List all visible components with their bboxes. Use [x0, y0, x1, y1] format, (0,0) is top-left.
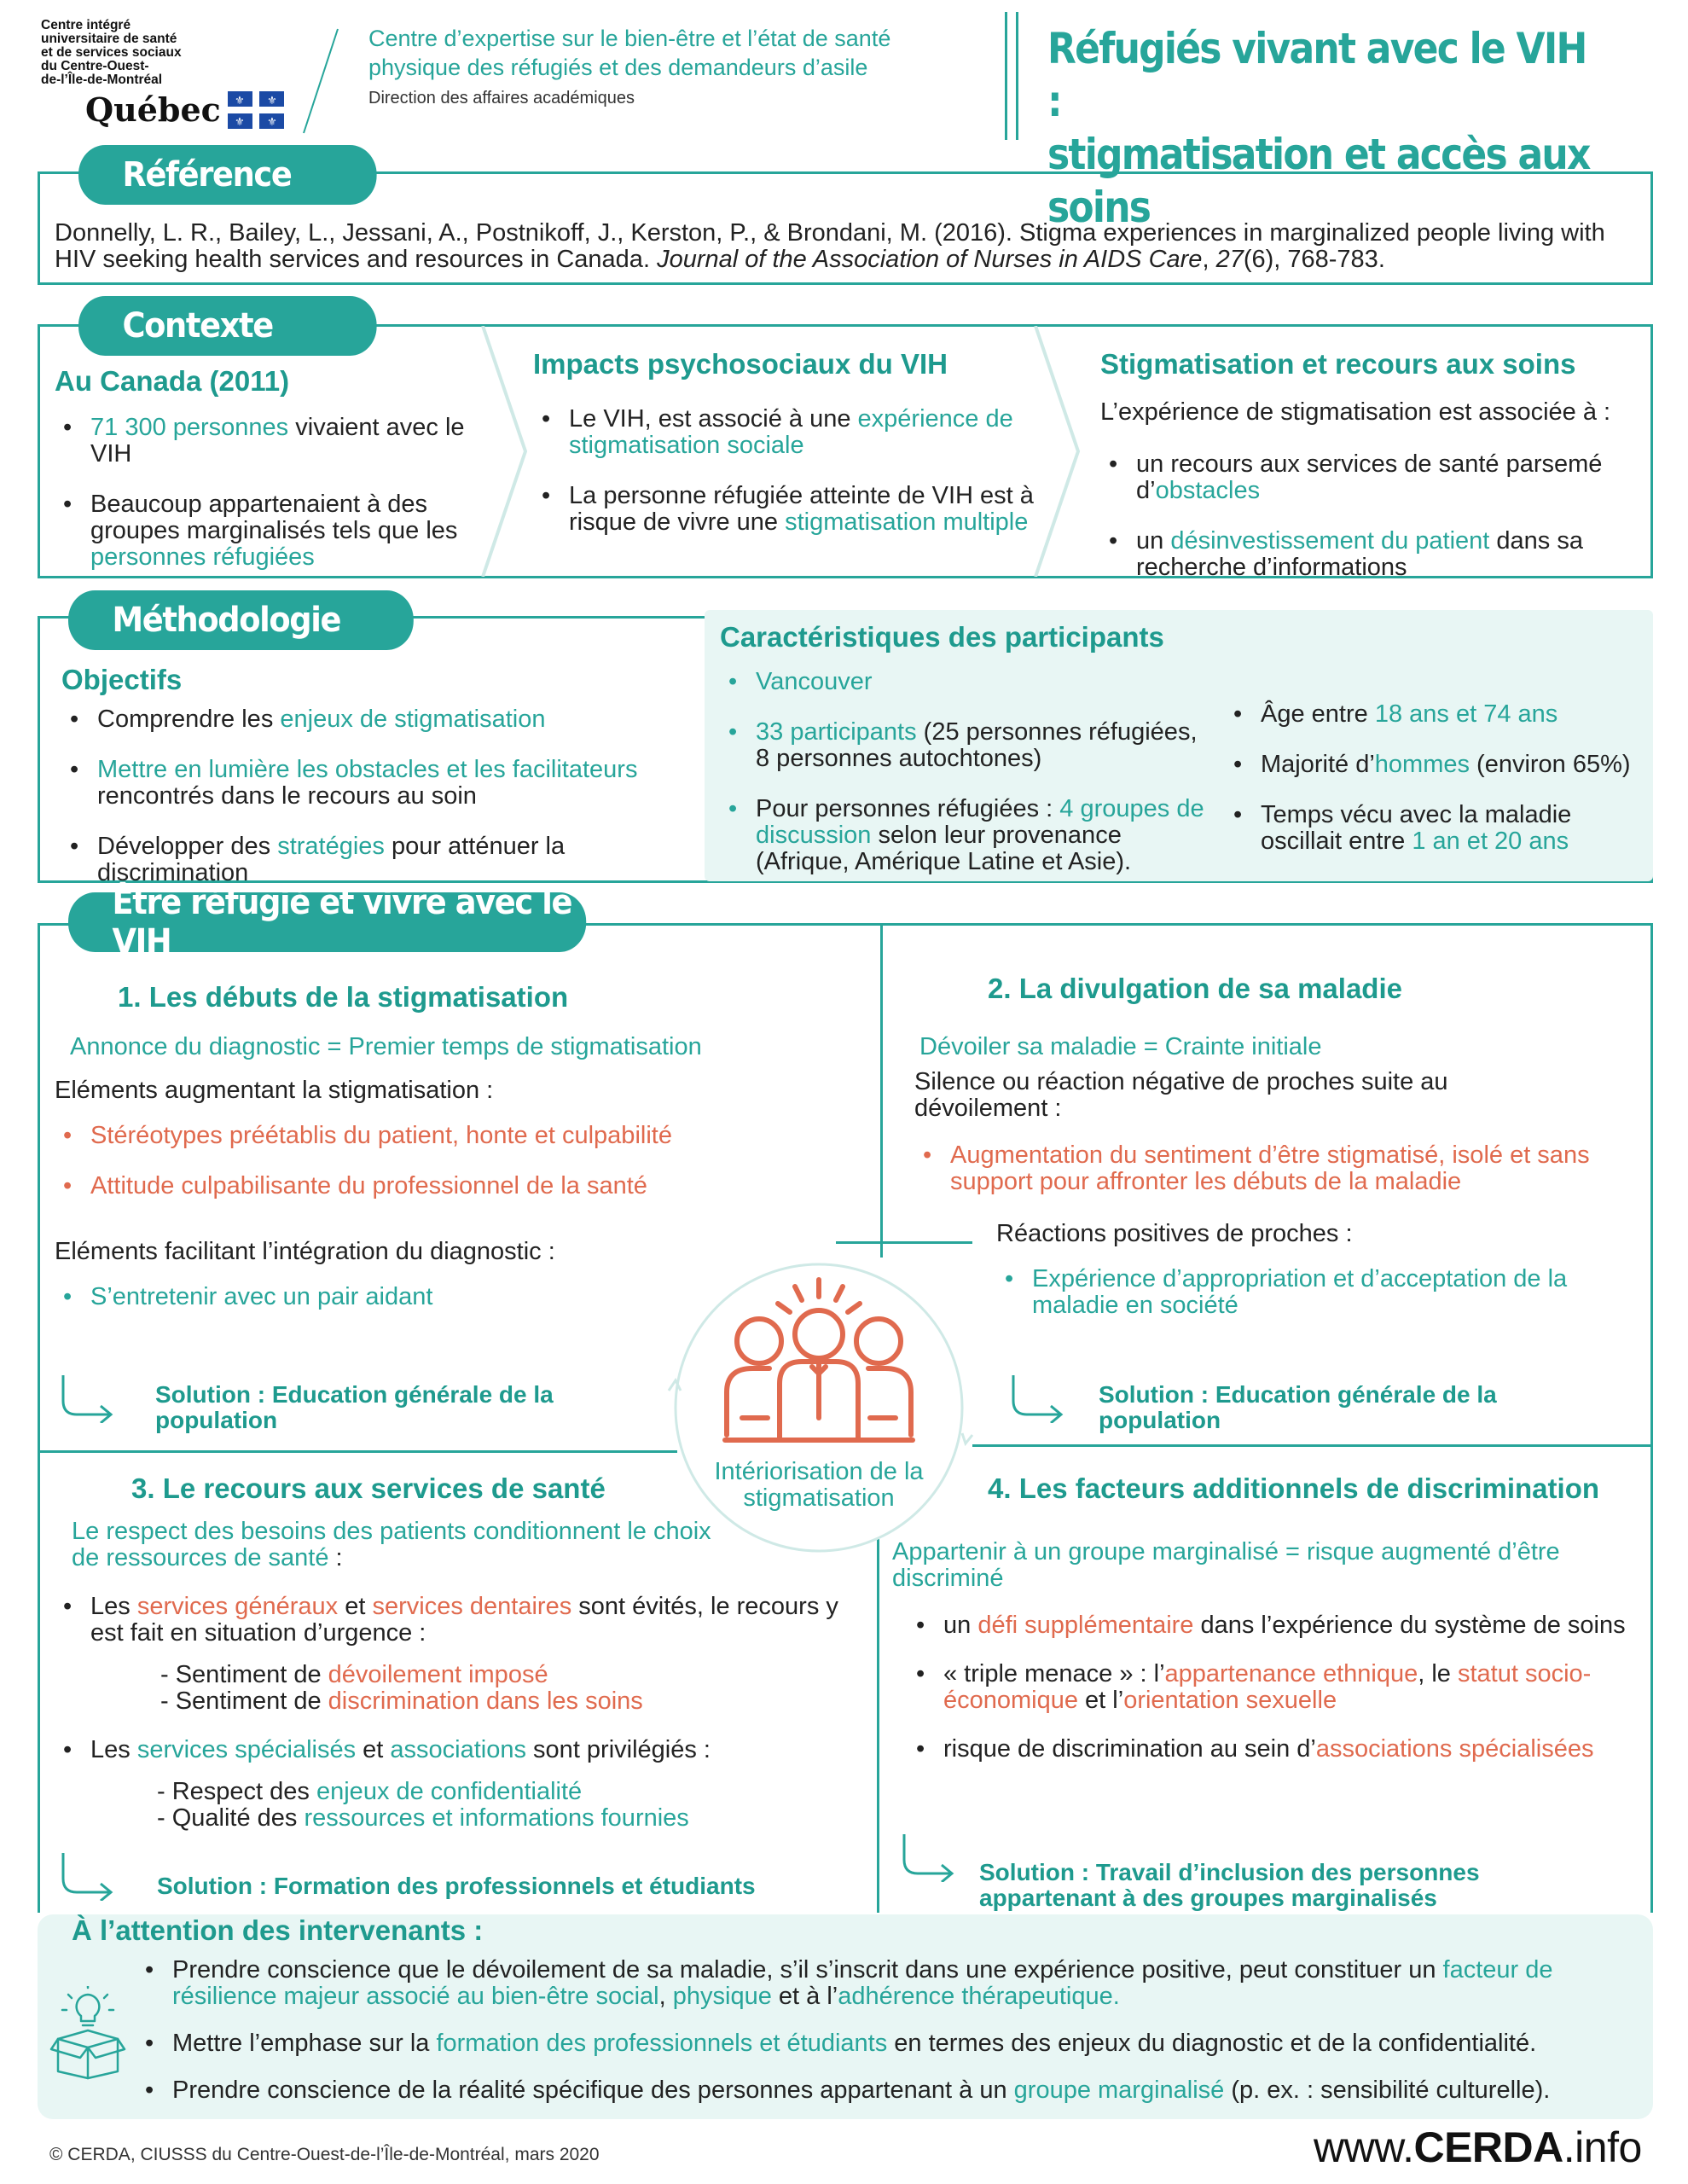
list-item: • « triple menace » : l’appartenance ethnique, le statut socio-économique et l’orientation sexuelle — [908, 1661, 1651, 1714]
detail-line: - Qualité des ressources et informations fournies — [157, 1804, 689, 1832]
solution-arrow-icon — [58, 1372, 118, 1423]
list-item: • Prendre conscience de la réalité spécifique des personnes appartenant à un groupe marginalisé (p. ex. : sensibilité culturelle). — [136, 2077, 1651, 2104]
list-item: • Âge entre 18 ans et 74 ans — [1225, 701, 1651, 728]
participants-title: Caractéristiques des participants — [720, 621, 1164, 653]
reference-heading: Référence — [78, 145, 377, 205]
q3-subtitle: Le respect des besoins des patients conditionnent le choix de ressources de santé : — [72, 1518, 711, 1571]
list-item: • Attitude culpabilisante du professionnel de la santé — [55, 1173, 848, 1199]
attention-list — [136, 1957, 1651, 2128]
participants-col-left — [720, 621, 1206, 899]
horizontal-divider-right — [972, 1444, 1653, 1447]
q2-neg-label: Silence ou réaction négative de proches suite au dévoilement : — [914, 1068, 1448, 1122]
q1-solution: Solution : Education générale de la population — [155, 1381, 554, 1433]
q4-section — [892, 1472, 1651, 1786]
list-item: • Pour personnes réfugiées : 4 groupes de discussion selon leur provenance (Afrique, Amérique Latine et Asie). — [720, 796, 1206, 875]
copyright: © CERDA, CIUSSS du Centre-Ouest-de-l’Île-de-Montréal, mars 2020 — [49, 2145, 600, 2164]
list-item: • Mettre en lumière les obstacles et les facilitateurs rencontrés dans le recours au soin — [61, 757, 693, 810]
list-item: • Mettre l’emphase sur la formation des professionnels et étudiants en termes des enjeux du diagnostic et de la confidentialité. — [136, 2030, 1651, 2057]
q4-solution: Solution : Travail d’inclusion des personnes appartenant à des groupes marginalisés — [979, 1859, 1480, 1911]
q1-section — [55, 981, 848, 1334]
stigmatisation-title: Stigmatisation et recours aux soins — [1100, 348, 1576, 380]
list-item: • Vancouver — [720, 669, 1206, 695]
list-item: • 71 300 personnes vivaient avec le VIH — [55, 415, 481, 468]
list-item: • Augmentation du sentiment d’être stigmatisé, isolé et sans support pour affronter les débuts de la maladie — [914, 1142, 1648, 1195]
page-title: Réfugiés vivant avec le VIH : stigmatisation et accès aux soins — [1047, 24, 1590, 232]
q2-pos-label: Réactions positives de proches : — [996, 1220, 1353, 1247]
detail-line: - Respect des enjeux de confidentialité — [157, 1778, 583, 1805]
q1-subtitle: Annonce du diagnostic = Premier temps de stigmatisation — [70, 1033, 702, 1060]
list-item: • Les services généraux et services dentaires sont évités, le recours y est fait en situation d’urgence : — [55, 1594, 873, 1647]
center-label: Intériorisation de la stigmatisation — [714, 1458, 924, 1512]
canada-title: Au Canada (2011) — [55, 365, 290, 397]
list-item: • 33 participants (25 personnes réfugiées, 8 personnes autochtones) — [720, 719, 1206, 772]
methodologie-heading: Méthodologie — [68, 590, 414, 650]
centre-name: Centre d’expertise sur le bien-être et l’état de santé physique des réfugiés et des demandeurs d’asile Direction des affaires académiques — [368, 24, 983, 108]
contexte-heading: Contexte — [78, 296, 377, 356]
title-bars — [1005, 12, 1018, 140]
reference-citation: Donnelly, L. R., Bailey, L., Jessani, A., Postnikoff, J., Kerston, P., & Brondani, M. (2016). Stigma experiences in marginalized people living with HIV seeking health services and resources in Canada. Journal of the Association of Nurses in AIDS Care, 27(6), 768-783. — [55, 219, 1605, 273]
vertical-divider-top — [880, 925, 883, 1258]
list-item: • La personne réfugiée atteinte de VIH est à risque de vivre une stigmatisation multiple — [533, 483, 1036, 536]
solution-arrow-icon — [58, 1850, 118, 1901]
chevron-divider-1 — [478, 326, 529, 577]
list-item: • Prendre conscience que le dévoilement de sa maladie, s’il s’inscrit dans une expérience positive, peut constituer un facteur de résilience majeur associé au bien-être social, physique et à l’adhérence thérapeutique. — [136, 1957, 1651, 2010]
solution-arrow-icon — [899, 1831, 959, 1882]
list-item: • Beaucoup appartenaient à des groupes marginalisés tels que les personnes réfugiées — [55, 491, 481, 571]
q2-solution: Solution : Education générale de la population — [1099, 1381, 1497, 1433]
svg-text:⚜: ⚜ — [234, 94, 245, 107]
solution-arrow-icon — [1008, 1372, 1068, 1423]
impacts-title: Impacts psychosociaux du VIH — [533, 348, 948, 380]
list-item: • Le VIH, est associé à une expérience de stigmatisation sociale — [533, 406, 1036, 459]
list-item: • un recours aux services de santé parsemé d’obstacles — [1100, 451, 1646, 504]
list-item: • un défi supplémentaire dans l’expérience du système de soins — [908, 1612, 1651, 1639]
contexte-col-impacts — [533, 348, 1036, 560]
q3-section — [55, 1472, 873, 1832]
list-item: • Temps vécu avec la maladie oscillait entre 1 an et 20 ans — [1225, 802, 1651, 855]
list-item: • Majorité d’hommes (environ 65%) — [1225, 752, 1651, 778]
stigmatisation-intro: L’expérience de stigmatisation est associée à : — [1100, 398, 1611, 426]
objectifs-title: Objectifs — [61, 664, 183, 695]
contexte-col-stigmatisation — [1100, 348, 1646, 605]
participants-col-right — [1225, 701, 1651, 879]
objectifs-col — [61, 664, 693, 910]
quebec-wordmark: Québec — [85, 90, 221, 129]
chevron-divider-2 — [1030, 326, 1082, 577]
svg-text:⚜: ⚜ — [266, 94, 277, 107]
header-slash — [300, 26, 341, 136]
horizontal-divider-left — [38, 1450, 677, 1453]
q2-section — [914, 973, 1648, 1343]
list-item: • S’entretenir avec un pair aidant — [55, 1284, 848, 1310]
etre-heading: Être réfugié et vivre avec le VIH — [68, 892, 586, 952]
cerda-url[interactable]: www.CERDA.info — [1314, 2123, 1642, 2171]
q1-fac-label: Eléments facilitant l’intégration du diagnostic : — [55, 1238, 555, 1265]
attention-title: À l’attention des intervenants : — [72, 1914, 484, 1946]
q2-title: 2. La divulgation de sa maladie — [988, 973, 1402, 1004]
list-item: • Comprendre les enjeux de stigmatisation — [61, 706, 693, 733]
q3-title: 3. Le recours aux services de santé — [131, 1472, 606, 1504]
list-item: • Développer des stratégies pour atténuer la discrimination — [61, 834, 693, 886]
q3-solution: Solution : Formation des professionnels et étudiants — [157, 1873, 756, 1899]
list-item: • Stéréotypes préétablis du patient, honte et culpabilité — [55, 1123, 848, 1149]
q1-title: 1. Les débuts de la stigmatisation — [118, 981, 569, 1013]
lightbulb-box-icon — [49, 1986, 126, 2080]
q4-subtitle: Appartenir à un groupe marginalisé = risque augmenté d’être discriminé — [892, 1538, 1560, 1592]
q1-aug-label: Eléments augmentant la stigmatisation : — [55, 1077, 494, 1104]
direction-label: Direction des affaires académiques — [368, 89, 635, 107]
contexte-col-canada — [55, 365, 481, 595]
detail-line: - Sentiment de dévoilement imposé — [160, 1661, 548, 1688]
list-item: • un désinvestissement du patient dans sa recherche d’informations — [1100, 528, 1646, 581]
org-name: Centre intégré universitaire de santé et de services sociaux du Centre-Ouest- de-l’Île-de-Montréal — [41, 18, 182, 87]
org-logo — [41, 19, 297, 138]
quebec-flag-icon — [228, 91, 284, 129]
list-item: • Expérience d’appropriation et d’acceptation de la maladie en société — [996, 1266, 1648, 1319]
svg-text:⚜: ⚜ — [266, 115, 277, 129]
q2-subtitle: Dévoiler sa maladie = Crainte initiale — [919, 1033, 1322, 1060]
detail-line: - Sentiment de discrimination dans les soins — [160, 1687, 643, 1715]
svg-text:⚜: ⚜ — [234, 115, 245, 129]
list-item: • Les services spécialisés et associations sont privilégiés : — [55, 1737, 873, 1763]
list-item: • risque de discrimination au sein d’associations spécialisées — [908, 1736, 1651, 1763]
q4-title: 4. Les facteurs additionnels de discrimination — [988, 1472, 1600, 1504]
